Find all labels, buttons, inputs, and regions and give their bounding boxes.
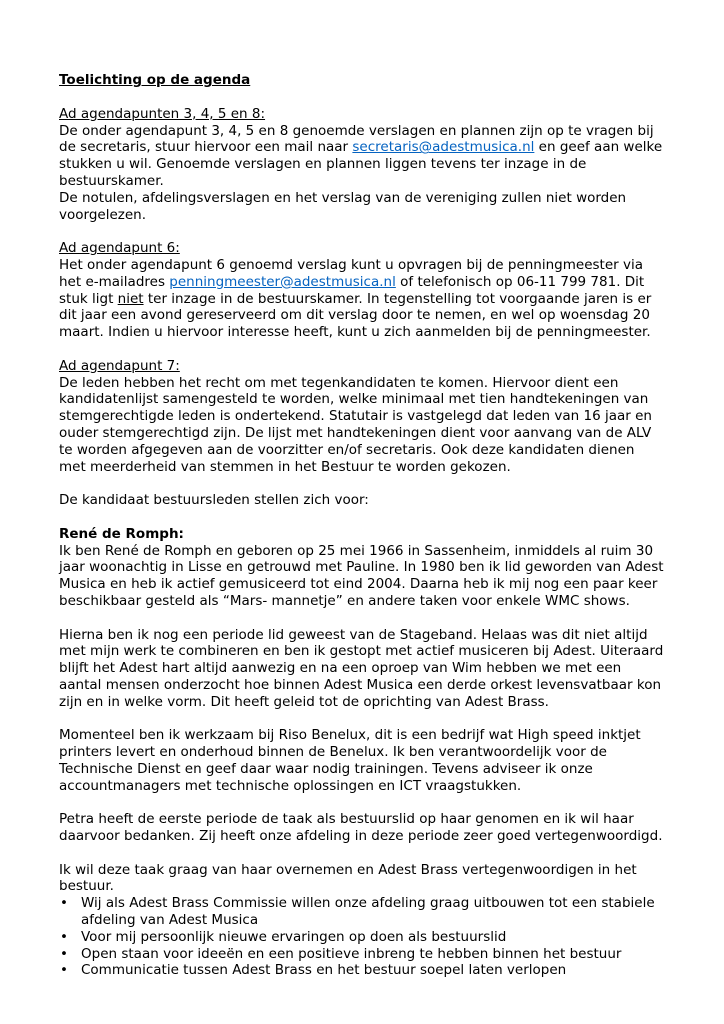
paragraph-candidate-petra: Petra heeft de eerste periode de taak als bestuurslid op haar genomen en ik wil haar daarvoor bedanken. Zij heeft onze afdeling in deze periode zeer goed vertegenwoordigd. [59, 811, 663, 845]
paragraph-candidate-overnemen: Ik wil deze taak graag van haar overnemen en Adest Brass vertegenwoordigen in het bestuur. [59, 861, 637, 895]
paragraph-verslagen-opvragen: De onder agendapunt 3, 4, 5 en 8 genoemde verslagen en plannen zijn op te vragen bij de secretaris, stuur hiervoor een mail naar secretaris@adestmusica.nl en geef aan welke stukken u wil. Genoemde verslagen en plannen liggen tevens ter inzage in de bestuurskamer. [59, 122, 663, 189]
candidate-name: René de Romph: [59, 525, 184, 542]
secretaris-email-link[interactable]: secretaris@adestmusica.nl [352, 139, 535, 156]
section-heading-agendapunt-7: Ad agendapunt 7: [59, 357, 180, 374]
section-heading-agendapunten-3-4-5-8: Ad agendapunten 3, 4, 5 en 8: [59, 105, 266, 122]
section-heading-agendapunt-6: Ad agendapunt 6: [59, 240, 180, 257]
list-item: • Communicatie tussen Adest Brass en het bestuur soepel laten verlopen [60, 962, 567, 979]
list-item: • Wij als Adest Brass Commissie willen onze afdeling graag uitbouwen tot een stabiele afdeling van Adest Musica [60, 895, 655, 929]
paragraph-candidate-stageband: Hierna ben ik nog een periode lid geweest van de Stageband. Helaas was dit niet altijd met mijn werk te combineren en ben ik gestopt met actief musiceren bij Adest. Uiteraard blijft het Adest hart altijd aanwezig en na een oproep van Wim hebben we met een aantal mensen onderzocht hoe binnen Adest Musica een derde orkest levensvatbaar kon zijn en in welke vorm. Dit heeft geleid tot de oprichting van Adest Brass. [59, 626, 664, 710]
list-item: • Open staan voor ideeën en een positieve inbreng te hebben binnen het bestuur [60, 945, 622, 962]
list-item: • Voor mij persoonlijk nieuwe ervaringen op doen als bestuurslid [60, 928, 507, 945]
penningmeester-email-link[interactable]: penningmeester@adestmusica.nl [169, 273, 396, 290]
paragraph-kandidaten-intro: De kandidaat bestuursleden stellen zich voor: [59, 492, 369, 509]
paragraph-candidate-bio: Ik ben René de Romph en geboren op 25 mei 1966 in Sassenheim, inmiddels al ruim 30 jaar woonachtig in Lisse en getrouwd met Pauline. In 1980 ben ik lid geworden van Adest Musica en heb ik actief gemusiceerd tot eind 2004. Daarna heb ik mij nog een paar keer beschikbaar gesteld als “Mars- mannetje” en andere taken voor enkele WMC shows. [59, 542, 664, 609]
bullet-icon: • [60, 945, 68, 962]
paragraph-candidate-werk: Momenteel ben ik werkzaam bij Riso Benelux, dit is een bedrijf wat High speed inktjet printers levert en onderhoud binnen de Benelux. Ik ben verantwoordelijk voor de Technische Dienst en geef daar waar nodig trainingen. Tevens adviseer ik onze accountmanagers met technische oplossingen en ICT vraagstukken. [59, 727, 641, 794]
bullet-icon: • [60, 895, 68, 912]
page-title: Toelichting op de agenda [59, 72, 251, 88]
underlined-niet: niet [117, 290, 144, 307]
paragraph-tegenkandidaten: De leden hebben het recht om met tegenkandidaten te komen. Hiervoor dient een kandidatenlijst samengesteld te worden, welke minimaal met tien handtekeningen van stemgerechtigde leden is ondertekend. Statutair is vastgelegd dat leden van 16 jaar en ouder stemgerechtigd zijn. De lijst met handtekeningen dient voor aanvang van de ALV te worden afgegeven aan de voorzitter en/of secretaris. Ook deze kandidaten dienen met meerderheid van stemmen in het Bestuur te worden gekozen. [59, 374, 652, 475]
paragraph-penningmeester: Het onder agendapunt 6 genoemd verslag kunt u opvragen bij de penningmeester via het e-mailadres penningmeester@adestmusica.nl of telefonisch op 06-11 799 781. Dit stuk ligt niet ter inzage in de bestuurskamer. In tegenstelling tot voorgaande jaren is er dit jaar een avond gereserveerd om dit verslag door te nemen, en wel op woensdag 20 maart. Indien u hiervoor interesse heeft, kunt u zich aanmelden bij de penningmeester. [59, 256, 652, 341]
bullet-icon: • [60, 928, 68, 945]
paragraph-notulen: De notulen, afdelingsverslagen en het verslag van de vereniging zullen niet worden voorgelezen. [59, 189, 627, 223]
bullet-icon: • [60, 962, 68, 979]
candidate-goals-list [59, 895, 664, 979]
